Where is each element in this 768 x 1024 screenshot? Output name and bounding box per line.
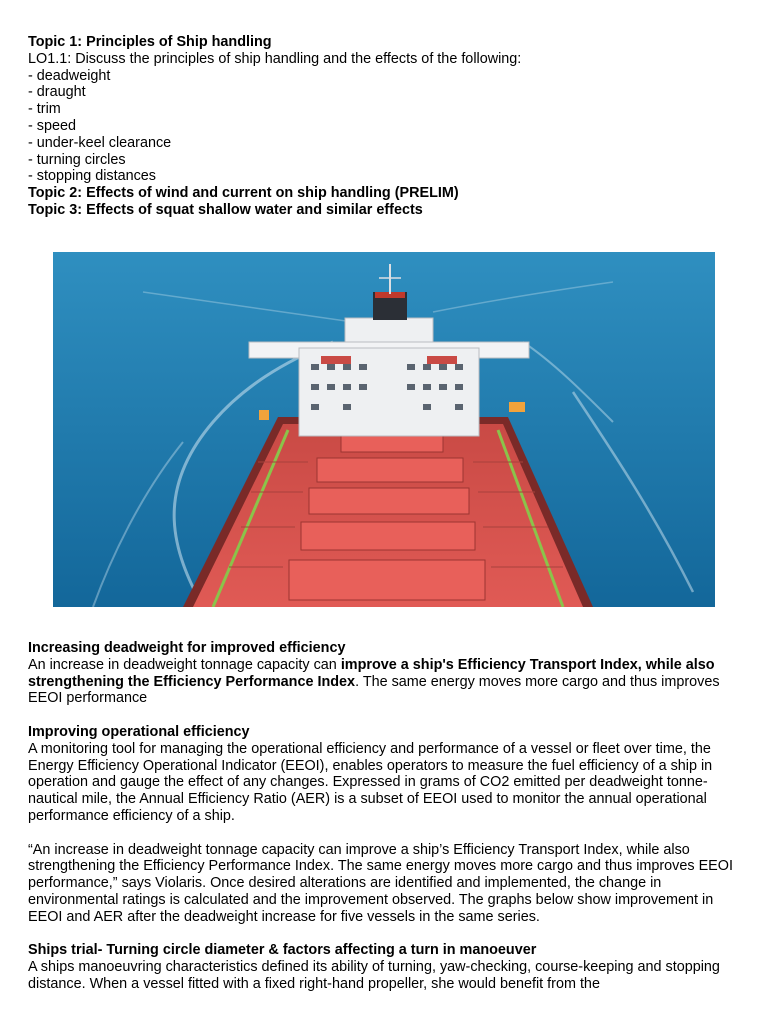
section-paragraph (28, 657, 748, 707)
topic2-title: Topic 2: Effects of wind and current on ship handling (PRELIM) (28, 185, 459, 202)
quote-paragraph: “An increase in deadweight tonnage capacity can improve a ship’s Efficiency Transport Index, while also strengthening the Efficiency Performance Index. The same energy moves more cargo and thus improves EEOI performance,” says Violaris. Once desired alterations are identified and implemented, the change in environmental ratings is calculated and the improvement observed. The graphs below show improvement in EEOI and AER after the deadweight increase for five vessels in the same series. (28, 841, 733, 925)
list-item: - draught (28, 84, 86, 101)
ship-illustration (53, 252, 715, 607)
section-paragraph: A monitoring tool for managing the operational efficiency and performance of a vessel or fleet over time, the Energy Efficiency Operational Indicator (EEOI), enables operators to measure the fuel efficiency of a ship in operation and gauge the effect of any changes. Expressed in grams of CO2 emitted per deadweight tonne-nautical mile, the Annual Efficiency Ratio (AER) is a subset of EEOI used to monitor the annual operational performance efficiency of a ship. (28, 740, 713, 824)
header-block (28, 34, 748, 219)
ship-photo (53, 252, 715, 607)
lo-intro: LO1.1: Discuss the principles of ship handling and the effects of the following: (28, 50, 522, 67)
list-item: - trim (28, 101, 61, 118)
section-heading: Ships trial- Turning circle diameter & factors affecting a turn in manoeuver (28, 942, 537, 959)
section-heading: Increasing deadweight for improved efficiency (28, 640, 346, 656)
section-paragraph: A ships manoeuvring characteristics defined its ability of turning, yaw-checking, course-keeping and stopping distance. When a vessel fitted with a fixed right-hand propeller, she would benefit from the (28, 959, 720, 992)
body-text (28, 640, 748, 993)
topic1-title: Topic 1: Principles of Ship handling (28, 34, 272, 50)
topic3-title: Topic 3: Effects of squat shallow water and similar effects (28, 201, 423, 218)
text-span: . The same energy moves more cargo and thus improves EEOI performance (28, 673, 720, 707)
list-item: - stopping distances (28, 168, 156, 185)
list-item: - under-keel clearance (28, 134, 172, 151)
list-item: - deadweight (28, 67, 111, 84)
bold-text-span: improve a ship's Efficiency Transport Index, while also strengthening the Efficiency Performance Index (28, 656, 715, 690)
list-item: - turning circles (28, 151, 126, 168)
text-span: An increase in deadweight tonnage capacity can (28, 656, 341, 673)
list-item: - speed (28, 117, 76, 134)
section-heading: Improving operational efficiency (28, 723, 250, 740)
